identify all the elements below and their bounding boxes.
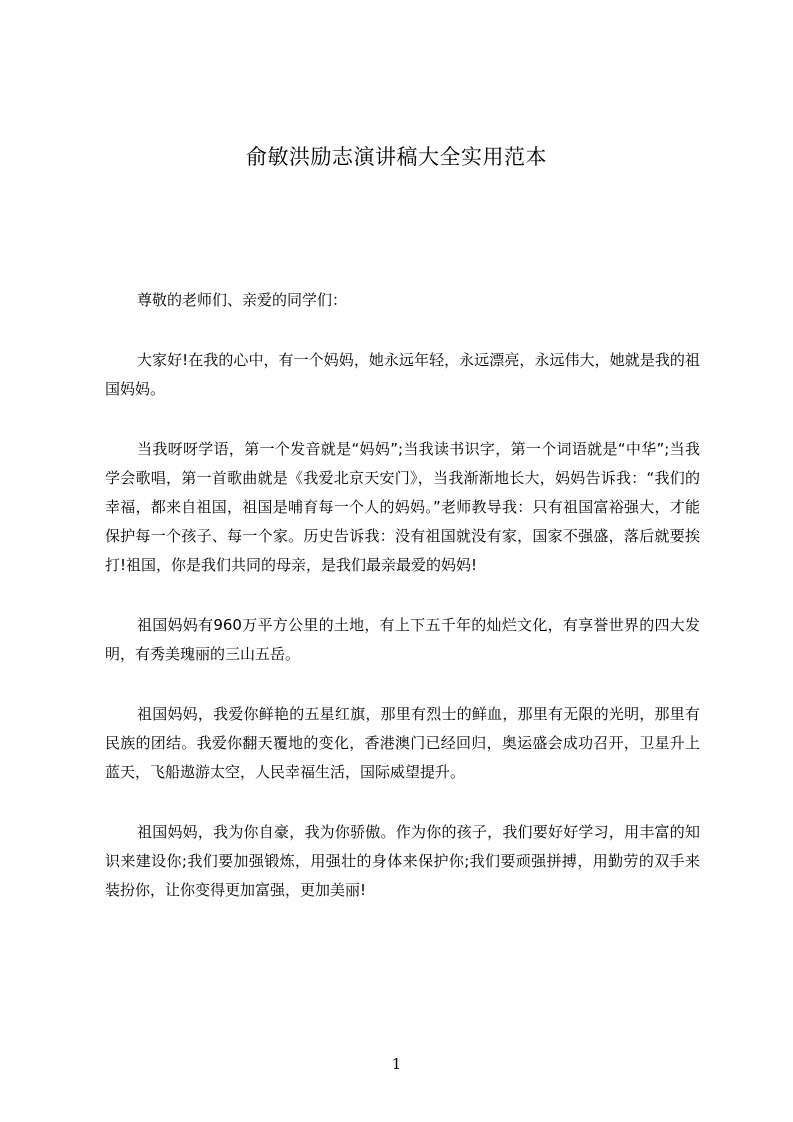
paragraph: 大家好!在我的心中，有一个妈妈，她永远年轻，永远漂亮，永远伟大，她就是我的祖国妈妈。 bbox=[105, 351, 700, 398]
paragraph: 祖国妈妈，我爱你鲜艳的五星红旗，那里有烈士的鲜血，那里有无限的光明，那里有民族的团结。我爱你翻天覆地的变化，香港澳门已经回归，奥运盛会成功召开，卫星升上蓝天，飞船遨游太空，人民幸福生活，国际威望提升。 bbox=[105, 705, 700, 781]
document-body bbox=[105, 286, 700, 905]
paragraph: 祖国妈妈，我为你自豪，我为你骄傲。作为你的孩子，我们要好好学习，用丰富的知识来建设你;我们要加强锻炼，用强壮的身体来保护你;我们要顽强拼搏，用勤劳的双手来装扮你，让你变得更加富强，更加美丽! bbox=[105, 823, 700, 899]
paragraph: 当我呀呀学语，第一个发音就是“妈妈”;当我读书识字，第一个词语就是“中华”;当我学会歌唱，第一首歌曲就是《我爱北京天安门》，当我渐渐地长大，妈妈告诉我：“我们的幸福，都来自祖国，祖国是哺育每一个人的妈妈。”老师教导我：只有祖国富裕强大，才能保护每一个孩子、每一个家。历史告诉我：没有祖国就没有家，国家不强盛，落后就要挨打!祖国，你是我们共同的母亲，是我们最亲最爱的妈妈! bbox=[105, 440, 700, 574]
document-title: 俞敏洪励志演讲稿大全实用范本 bbox=[246, 145, 547, 169]
greeting: 尊敬的老师们、亲爱的同学们： bbox=[137, 291, 348, 309]
paragraph: 祖国妈妈有960万平方公里的土地，有上下五千年的灿烂文化，有享誉世界的四大发明，有秀美瑰丽的三山五岳。 bbox=[105, 616, 700, 663]
page-number: 1 bbox=[391, 1055, 402, 1073]
